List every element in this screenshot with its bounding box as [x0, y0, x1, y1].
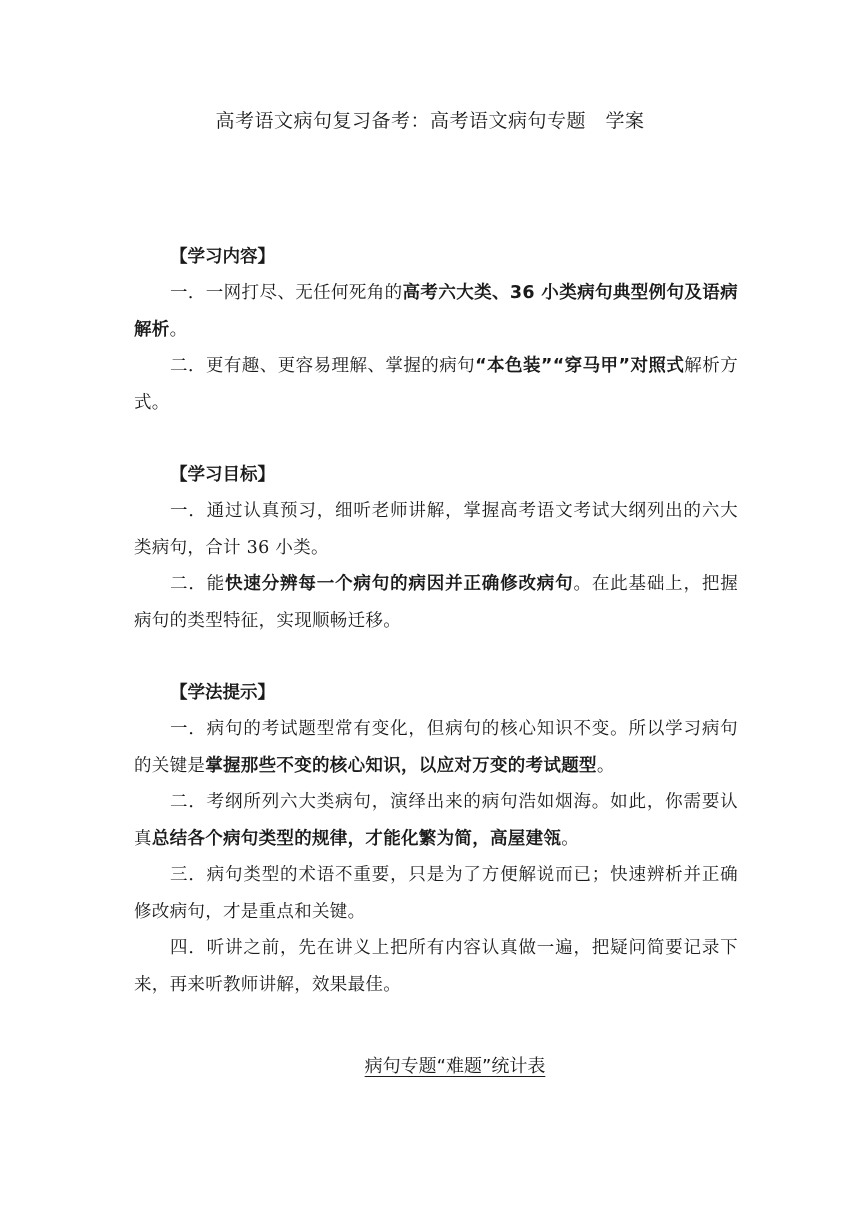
section-heading: 【学法提示】: [170, 683, 275, 703]
emphasized-text: 快速分辨每一个病句的病因并正确修改病句: [225, 574, 574, 594]
paragraph: [134, 566, 738, 639]
section-gap: [134, 421, 738, 457]
table-title: [0, 1052, 860, 1078]
paragraph: [134, 348, 738, 421]
body-text: 。: [561, 828, 580, 849]
body-text: 二．能: [170, 574, 226, 594]
paragraph: [134, 711, 738, 784]
document-title: 高考语文病句复习备考：高考语文病句专题 学案: [215, 110, 645, 132]
paragraph: [134, 275, 738, 348]
emphasized-text: 总结各个病句类型的规律，才能化繁为简，高屋建瓴: [151, 828, 562, 849]
document-body: [134, 239, 738, 1003]
section-heading: 【学习内容】: [170, 247, 275, 267]
section-heading: 【学习目标】: [170, 465, 275, 485]
body-text: 。: [169, 319, 188, 340]
body-text: 一．通过认真预习，细听老师讲解，掌握高考语文考试大纲列出的六大类病句，合计 36 小类。: [134, 501, 738, 558]
body-text: 一．病句的考试题型常有变化，但病句的核心知识不变。所以学习病句的关键是: [134, 719, 738, 776]
paragraph: [134, 857, 738, 930]
emphasized-text: “本色装”“穿马甲”对照式: [475, 356, 685, 376]
emphasized-text: 高考六大类、36 小类病句典型例句及语病解析: [134, 283, 738, 340]
body-text: 二．更有趣、更容易理解、掌握的病句: [170, 356, 476, 376]
emphasized-text: 掌握那些不变的核心知识，以应对万变的考试题型: [205, 755, 597, 776]
paragraph: [134, 784, 738, 857]
body-text: 二．考纲所列六大类病句，演绎出来的病句浩如烟海。如此，你需要认真: [134, 792, 738, 849]
body-text: 。在此基础上，把握病句的类型特征，实现顺畅迁移。: [134, 574, 739, 631]
body-text: 四．听讲之前，先在讲义上把所有内容认真做一遍，把疑问简要记录下来，再来听教师讲解，效果最佳。: [134, 938, 738, 995]
paragraph: [134, 930, 738, 1003]
body-text: 一．一网打尽、无任何死角的: [170, 283, 403, 303]
body-text: 解析方式。: [134, 356, 738, 413]
body-text: 。: [596, 755, 615, 776]
body-text: 三．病句类型的术语不重要，只是为了方便解说而已；快速辨析并正确修改病句，才是重点和关键。: [134, 865, 738, 922]
paragraph: [134, 493, 738, 566]
table-title-text: 病句专题“难题”统计表: [364, 1056, 546, 1077]
section-gap: [134, 639, 738, 675]
